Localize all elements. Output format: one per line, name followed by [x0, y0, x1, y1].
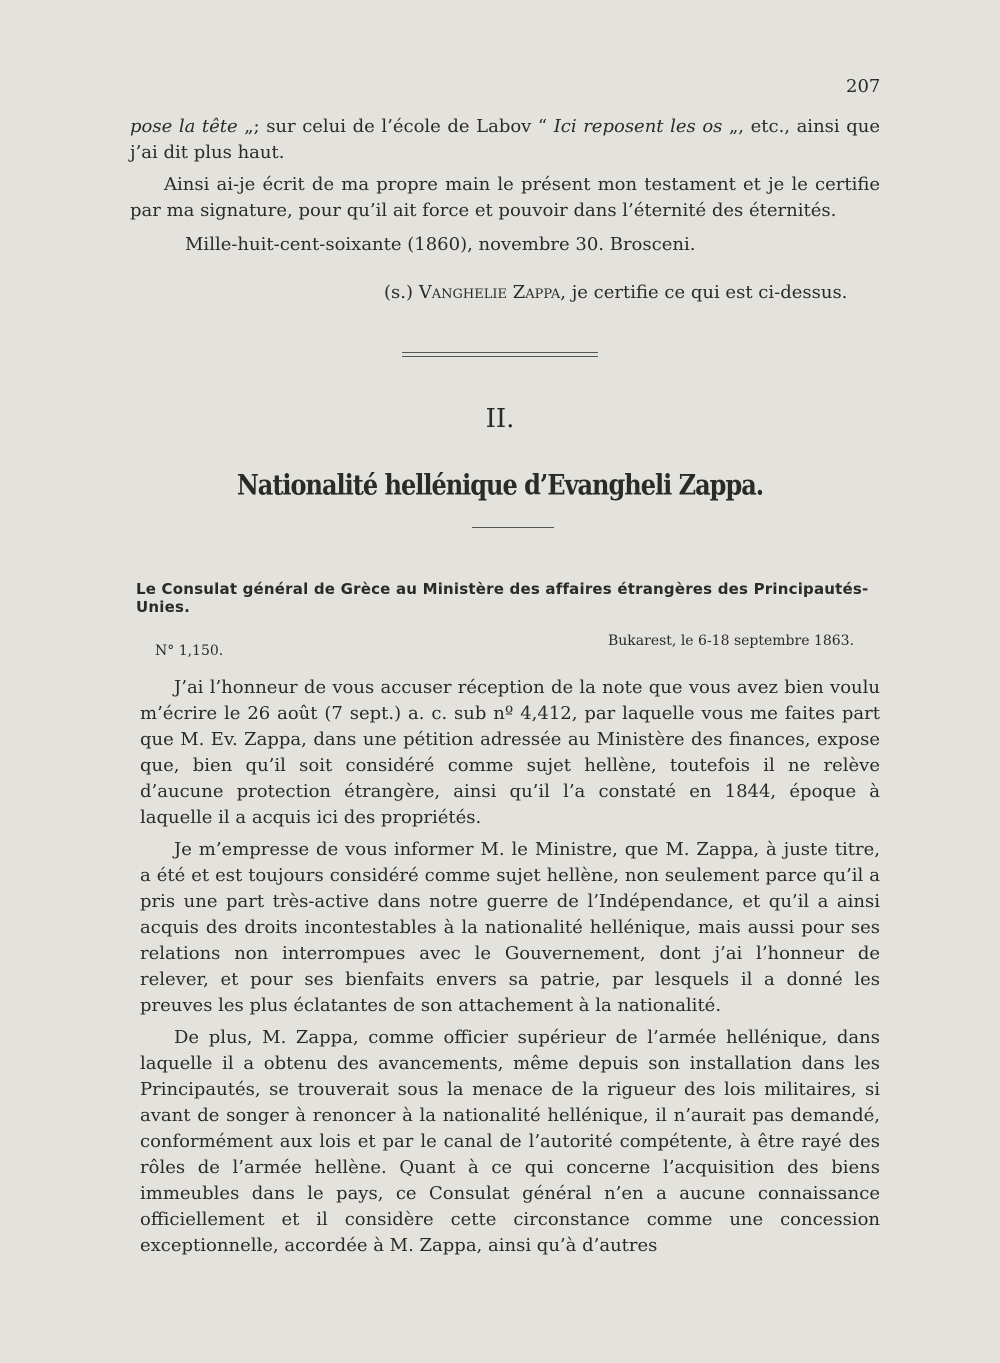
- text-run: „; sur celui de l’école de Labov “: [237, 116, 554, 137]
- text-run: „, etc., ainsi que j’ai dit plus haut.: [130, 116, 880, 163]
- title-rule: [472, 527, 554, 528]
- top-text-block: [130, 114, 880, 258]
- double-rule-bottom: [402, 356, 598, 357]
- italic-quote-1: pose la tête: [130, 116, 238, 137]
- body-paragraph-3: De plus, M. Zappa, comme officier supérieur de l’armée hellénique, dans laquelle il a obtenu des avancements, même depuis son installation dans les Principautés, se trouverait sous la menace de la rigueur des lois militaires, si avant de songer à renoncer à la nationalité hellénique, il n’aurait pas demandé, conformément aux lois et par le canal de l’autorité compétente, à être rayé des rôles de l’armée hellène. Quant à ce qui concerne l’acquisition des biens immeubles dans le pays, ce Consulat général n’en a aucune connaissance officiellement et il considère cette circonstance comme une concession exceptionnelle, accordée à M. Zappa, ainsi qu’à d’autres: [140, 1027, 880, 1256]
- top-paragraph-2: Ainsi ai-je écrit de ma propre main le présent mon testament et je le certifie par ma signature, pour qu’il ait force et pouvoir dans l’éternité des éternités.: [130, 174, 880, 221]
- letter-heading: Le Consulat général de Grèce au Ministère des affaires étrangères des Principautés-Unies.: [136, 580, 869, 616]
- document-date: Bukarest, le 6-18 septembre 1863.: [608, 633, 855, 649]
- double-rule-top: [402, 352, 598, 353]
- body-paragraph-1: J’ai l’honneur de vous accuser réception de la note que vous avez bien voulu m’écrire le 26 août (7 sept.) a. c. sub nº 4,412, par laquelle vous me faites part que M. Ev. Zappa, dans une pétition adressée au Ministère des finances, expose que, bien qu’il soit considéré comme sujet hellène, toutefois il ne relève d’aucune protection étrangère, ainsi qu’il l’a constaté en 1844, époque à laquelle il a acquis ici des propriétés.: [140, 677, 880, 828]
- top-paragraph-1: [130, 114, 880, 166]
- top-paragraph-3: Mille-huit-cent-soixante (1860), novembre 30. Brosceni.: [185, 234, 696, 255]
- section-title: Nationalité hellénique d’Evangheli Zappa.: [236, 467, 764, 502]
- document-number: N° 1,150.: [155, 643, 224, 659]
- signature-suffix: , je certifie ce qui est ci-dessus.: [560, 282, 848, 303]
- signature-prefix: (s.): [384, 282, 419, 303]
- italic-quote-2: Ici reposent les os: [553, 116, 723, 137]
- letter-body: [140, 675, 880, 1259]
- page-number: 207: [846, 76, 881, 97]
- section-number: II.: [485, 404, 515, 434]
- body-paragraph-2: Je m’empresse de vous informer M. le Ministre, que M. Zappa, à juste titre, a été et est toujours considéré comme sujet hellène, non seulement parce qu’il a pris une part très-active dans notre guerre de l’Indépendance, et qu’il a ainsi acquis des droits incontestables à la nationalité hellénique, mais aussi pour ses relations non interrompues avec le Gouvernement, dont j’ai l’honneur de relever, et pour ses bienfaits envers sa patrie, par lesquels il a donné les preuves les plus éclatantes de son attachement à la nationalité.: [140, 839, 880, 1016]
- signature-line: [384, 282, 847, 303]
- signature-name: Vanghelie Zappa: [418, 282, 561, 303]
